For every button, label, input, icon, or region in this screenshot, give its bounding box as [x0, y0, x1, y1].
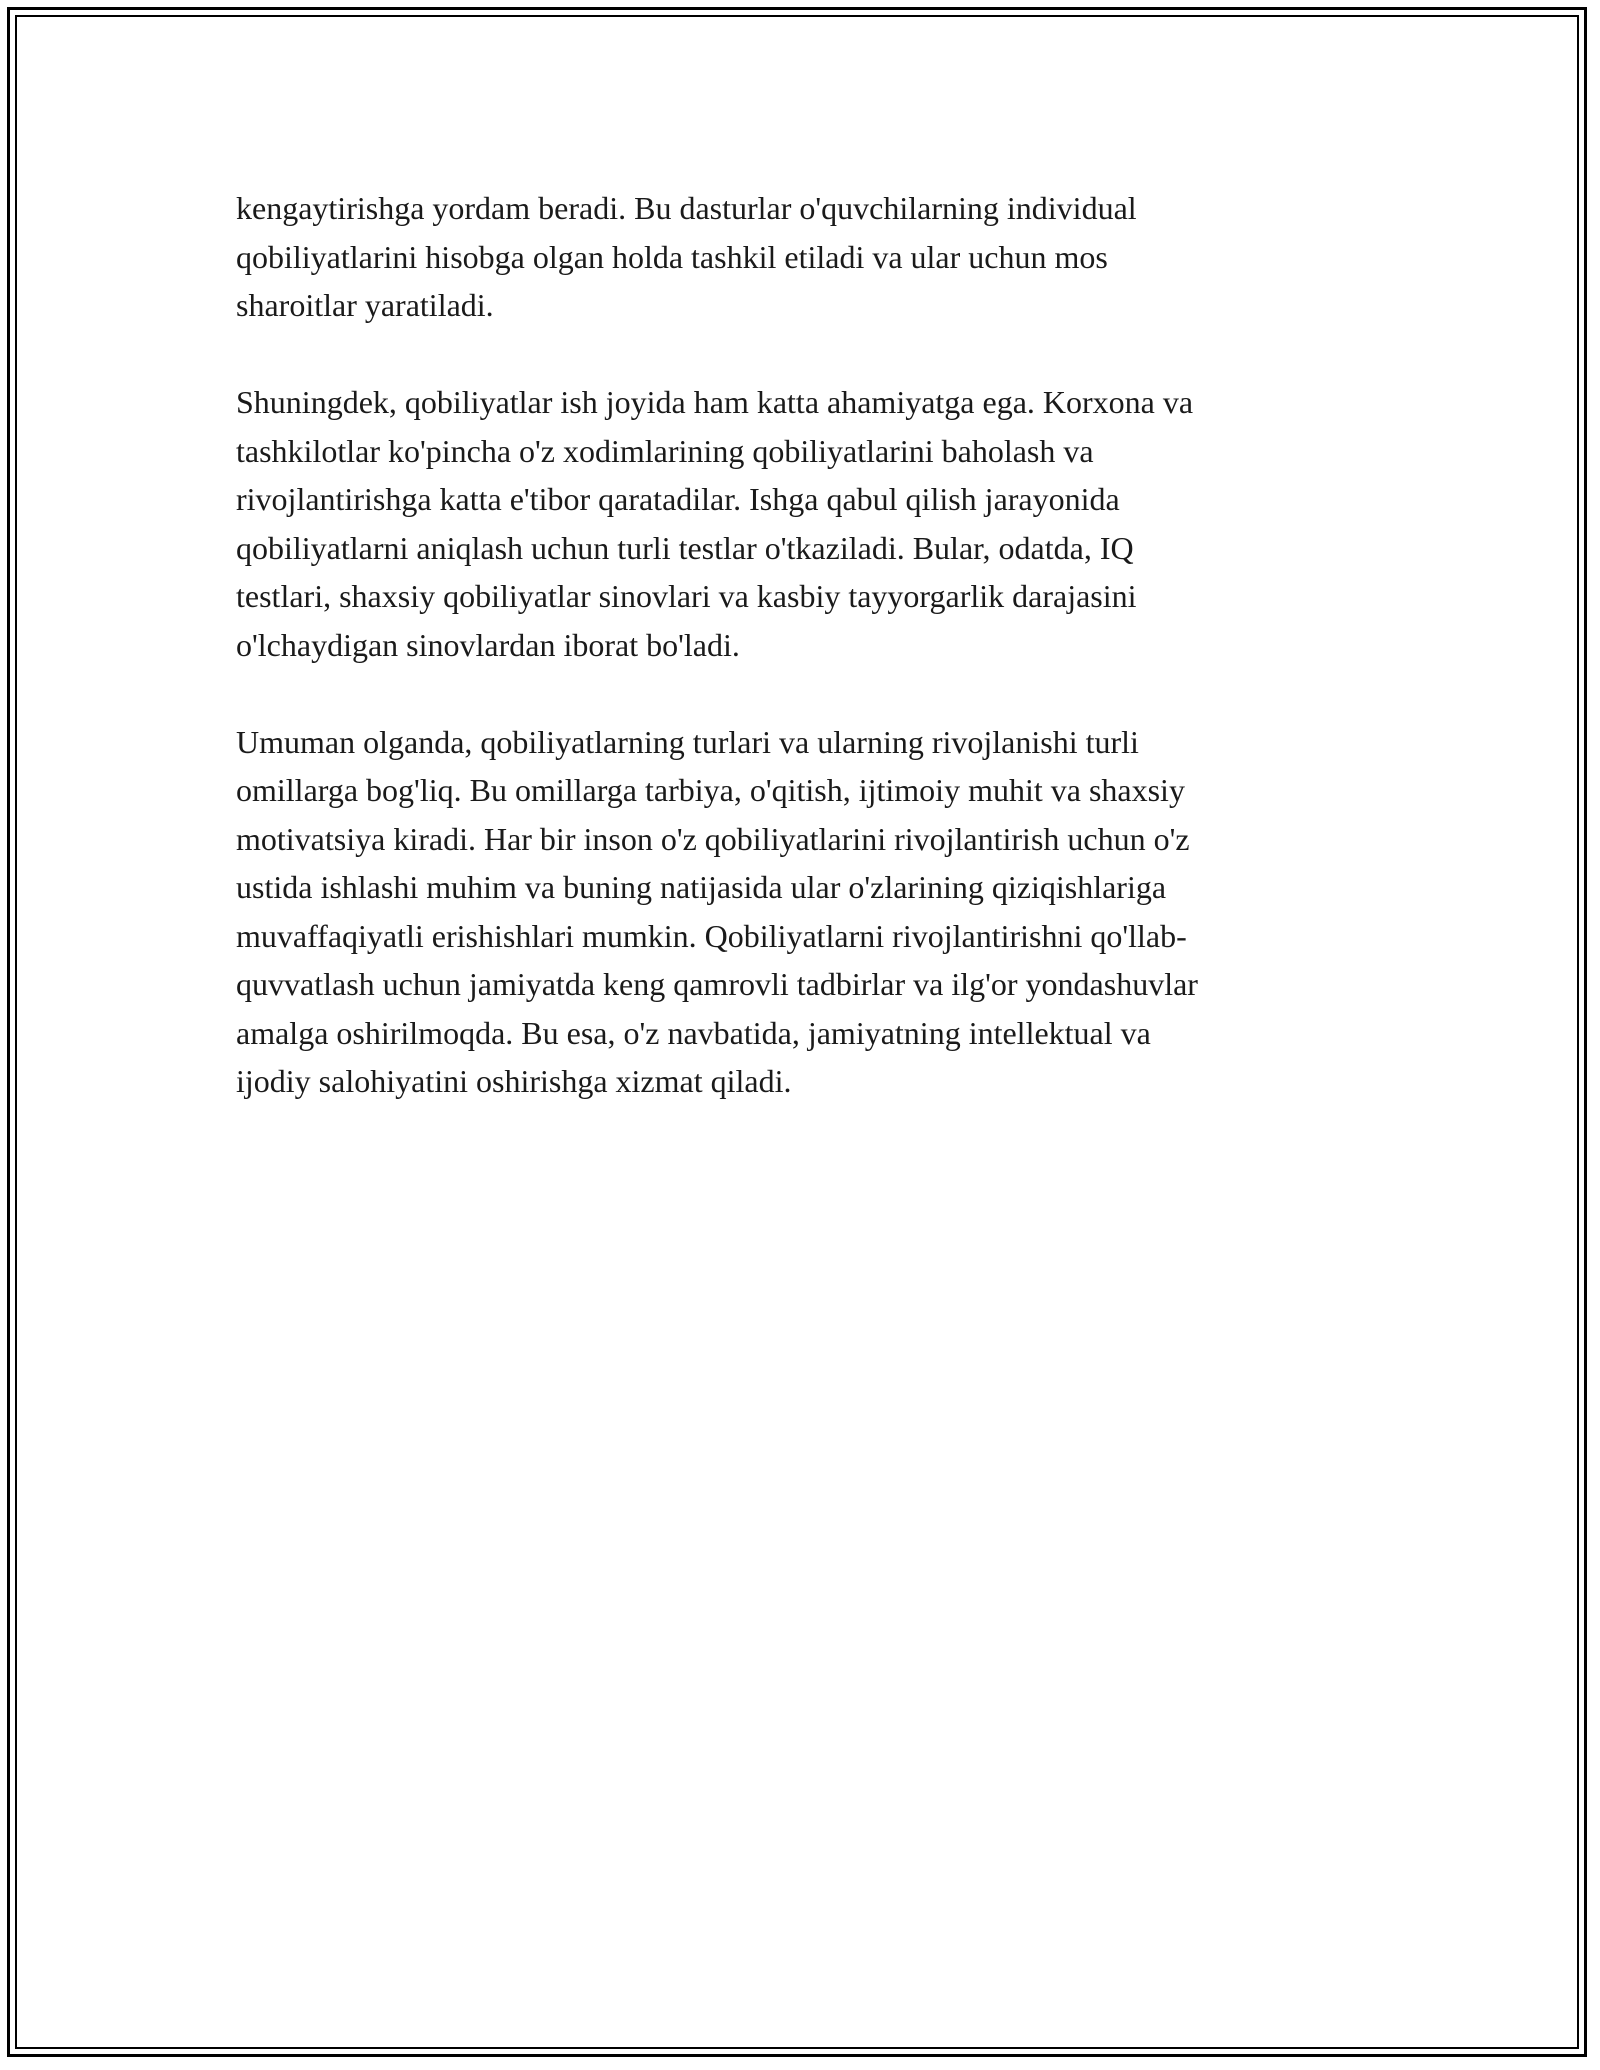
text-line: rivojlantirishga katta e'tibor qaratadilar. Ishga qabul qilish jarayonida	[236, 481, 1120, 517]
text-line: motivatsiya kiradi. Har bir inson o'z qobiliyatlarini rivojlantirish uchun o'z	[236, 820, 1190, 857]
text-line: kengaytirishga yordam beradi. Bu dasturlar o'quvchilarning individual	[236, 190, 1137, 226]
text-line: amalga oshirilmoqda. Bu esa, o'z navbatida, jamiyatning intellektual va	[236, 1014, 1151, 1051]
document-body	[236, 184, 1356, 1154]
text-line: testlari, shaxsiy qobiliyatlar sinovlari va kasbiy tayyorgarlik darajasini	[236, 578, 1137, 614]
text-line: qobiliyatlarni aniqlash uchun turli testlar o'tkaziladi. Bular, odatda, IQ	[236, 529, 1134, 566]
text-line: tashkilotlar ko'pincha o'z xodimlarining qobiliyatlarini baholash va	[236, 432, 1094, 469]
text-line: sharoitlar yaratiladi.	[236, 287, 494, 323]
paragraph-3	[236, 718, 1356, 1106]
text-line: o'lchaydigan sinovlardan iborat bo'ladi.	[236, 626, 740, 663]
text-line: qobiliyatlarini hisobga olgan holda tashkil etiladi va ular uchun mos	[236, 238, 1108, 275]
text-line: quvvatlash uchun jamiyatda keng qamrovli tadbirlar va ilg'or yondashuvlar	[236, 966, 1198, 1002]
paragraph-1	[236, 184, 1356, 330]
text-line: Umuman olganda, qobiliyatlarning turlari va ularning rivojlanishi turli	[236, 723, 1139, 760]
text-line: muvaffaqiyatli erishishlari mumkin. Qobiliyatlarni rivojlantirishni qo'llab-	[236, 917, 1187, 954]
paragraph-2	[236, 378, 1356, 669]
text-line: omillarga bog'liq. Bu omillarga tarbiya, o'qitish, ijtimoiy muhit va shaxsiy	[236, 772, 1185, 808]
text-line: ustida ishlashi muhim va buning natijasida ular o'zlarining qiziqishlariga	[236, 869, 1167, 905]
text-line: Shuningdek, qobiliyatlar ish joyida ham katta ahamiyatga ega. Korxona va	[236, 384, 1194, 420]
text-line: ijodiy salohiyatini oshirishga xizmat qiladi.	[236, 1063, 792, 1099]
